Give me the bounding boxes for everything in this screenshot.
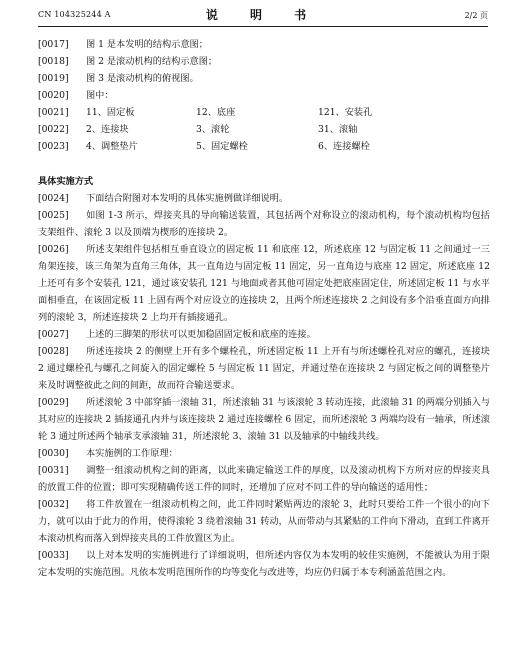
paragraph: [0029] 所述滚轮 3 中部穿插一滚轴 31，所述滚轴 31 与该滚轮 3 转动连接，此滚轴 31 的两端分别插入与其对应的连接块 2 插接通孔内并与该连接块 2 通过连接螺栓 6 固定，而所述滚轮 3 两端均设有一轴承，所述滚轮 3 通过所述两个轴承支承滚轴 31，所述滚轮 3、滚轴 31 以及轴承的中轴线共线。 [38, 397, 490, 442]
page-number: 2/2 页 [464, 11, 488, 20]
document-body [38, 36, 490, 581]
paragraph: [0031] 调整一组滚动机构之间的距离，以此来确定输送工件的厚度，以及滚动机构下方所对应的焊接夹具的放置工件的位置；即可实现精确传送工件的同时，还增加了应对不同工件的导向输送的适用性； [38, 465, 490, 493]
legend-row: [0023] 4、调整垫片 5、固定螺栓 6、连接螺栓 [38, 141, 370, 152]
section-heading: 具体实施方式 [38, 176, 94, 187]
list-item: [0018] 图 2 是滚动机构的结构示意图； [38, 56, 218, 67]
paragraph: [0027] 上述的三脚架的形状可以更加稳固固定板和底座的连接。 [38, 329, 316, 340]
paragraph: [0030] 本实施例的工作原理： [38, 448, 178, 459]
paragraph: [0024] 下面结合附图对本发明的具体实施例做详细说明。 [38, 193, 289, 204]
paragraph: [0032] 将工件放置在一组滚动机构之间，此工件同时紧贴两边的滚轮 3，此时只要给工件一个很小的向下力，就可以由于此力的作用，使得滚轮 3 绕着滚轴 31 转动，从而带动与其紧贴的工件向下滑动，直到工件离开本滚动机构而落入到焊接夹具的工件放置区为止。 [38, 499, 490, 544]
legend-row: [0022] 2、连接块 3、滚轮 31、滚轴 [38, 124, 358, 135]
list-item: [0020] 图中： [38, 90, 114, 101]
list-item: [0019] 图 3 是滚动机构的俯视图。 [38, 73, 199, 84]
list-item: [0017] 图 1 是本发明的结构示意图； [38, 39, 208, 50]
publication-number: CN 104325244 A [38, 10, 111, 19]
legend-row: [0021] 11、固定板 12、底座 121、安装孔 [38, 107, 373, 118]
paragraph: [0033] 以上对本发明的实施例进行了详细说明，但所述内容仅为本发明的较佳实施例，不能被认为用于限定本发明的实施范围。凡依本发明范围所作的均等变化与改进等，均应仍归属于本专利涵盖范围之内。 [38, 550, 490, 578]
paragraph: [0026] 所述支架组件包括相互垂直设立的固定板 11 和底座 12，所述底座 12 与固定板 11 之间通过一三角架连接，该三角架为直角三角体，其一直角边与固定板 11 固定，另一直角边与底座 12 固定，所述底座 12 上还可有多个安装孔 121，通过该安装孔 121 与地面或者其他可固定处把底座固定住，所述固定板 11 与水平面相垂直，在该固定板 11 上固有两个对应设立的连接块 2，且两个所述连接块 2 之间设有多个沿垂直面方向排列的滚轮 3，所述连接块 2 上均开有插接通孔。 [38, 244, 490, 323]
page-header [38, 4, 488, 24]
header-rule [38, 26, 488, 27]
paragraph: [0028] 所述连接块 2 的侧壁上开有多个螺栓孔，所述固定板 11 上开有与所述螺栓孔对应的螺孔，连接块 2 通过螺栓孔与螺孔之间旋入的固定螺栓 5 与固定板 11 固定，并通过垫在连接块 2 与固定板之间的调整垫片来及时调整彼此之间的间距，故而符合输送要求。 [38, 346, 490, 391]
document-title: 说 明 书 [205, 8, 321, 22]
paragraph: [0025] 如图 1-3 所示，焊接夹具的导向输送装置，其包括两个对称设立的滚动机构，每个滚动机构均包括支架组件、滚轮 3 以及顶端为楔形的连接块 2。 [38, 210, 490, 238]
